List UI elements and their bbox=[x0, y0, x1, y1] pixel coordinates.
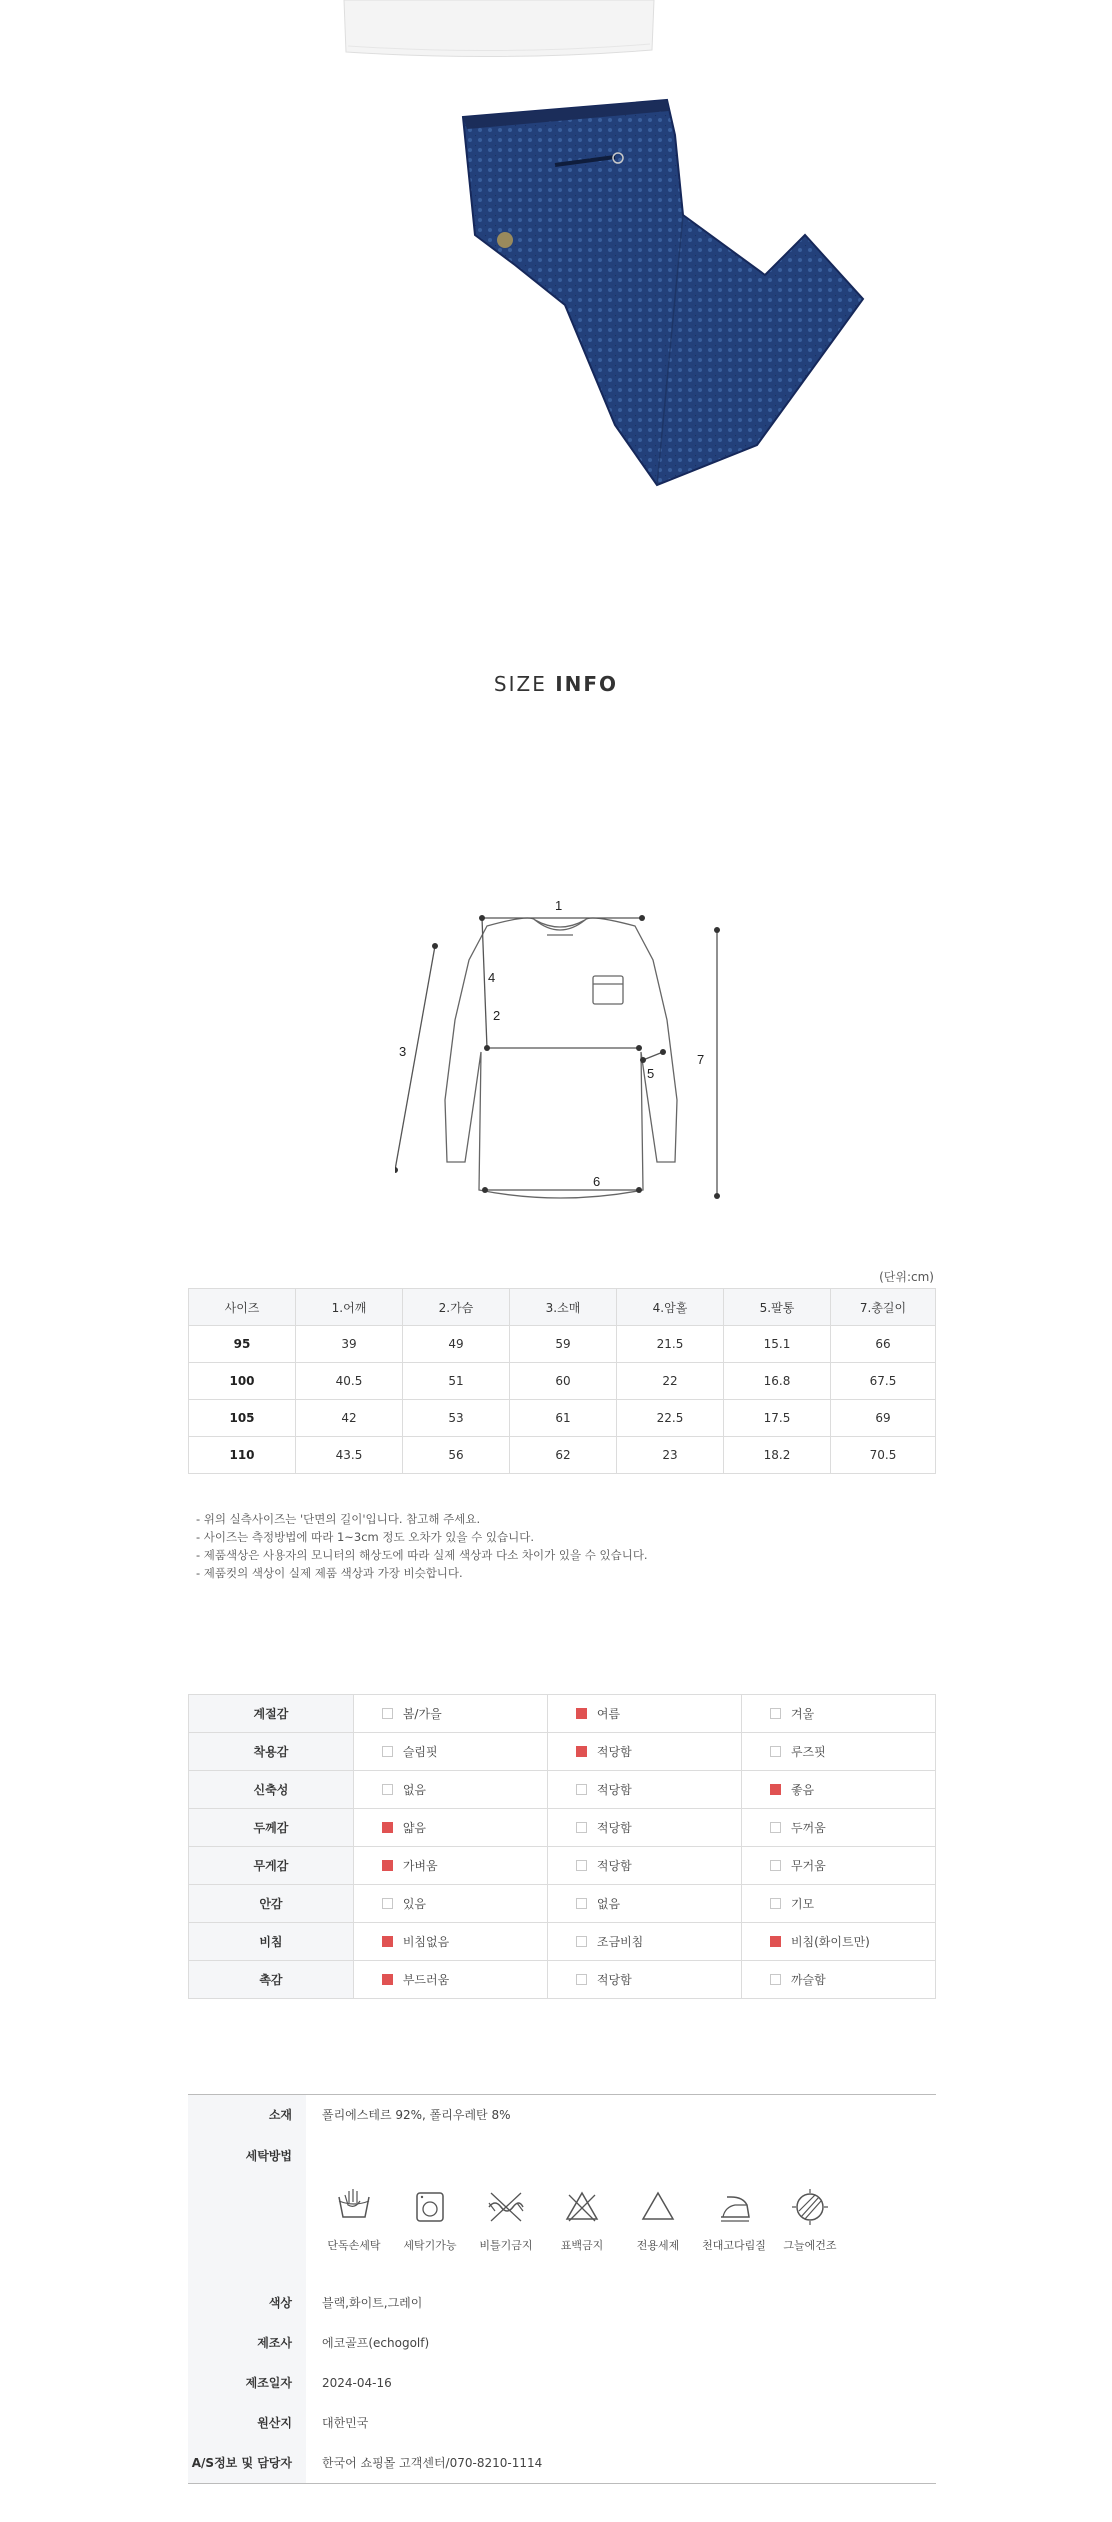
wash-item-label: 천대고다림질 bbox=[702, 2239, 766, 2252]
attribute-option bbox=[547, 1809, 741, 1847]
diagram-label-2: 2 bbox=[493, 1008, 501, 1023]
attribute-option-label: 루즈핏 bbox=[790, 1745, 826, 1759]
header-shoulder: 1.어깨 bbox=[296, 1289, 403, 1326]
attribute-option-label: 적당함 bbox=[596, 1973, 632, 1987]
wash-item bbox=[468, 2187, 544, 2253]
checked-box-icon bbox=[382, 1860, 393, 1871]
attribute-option bbox=[741, 1733, 935, 1771]
attribute-row bbox=[189, 1809, 936, 1847]
unchecked-box-icon bbox=[770, 1708, 781, 1719]
table-cell: 16.8 bbox=[724, 1363, 831, 1400]
info-label: 원산지 bbox=[188, 2403, 306, 2443]
attribute-label: 착용감 bbox=[189, 1733, 354, 1771]
measurement-diagram bbox=[395, 900, 725, 1200]
table-cell: 56 bbox=[403, 1437, 510, 1474]
diagram-label-3: 3 bbox=[399, 1044, 407, 1059]
fabric-attributes-table bbox=[188, 1694, 936, 1999]
table-cell: 60 bbox=[510, 1363, 617, 1400]
attribute-option-label: 적당함 bbox=[596, 1821, 632, 1835]
table-cell: 22.5 bbox=[617, 1400, 724, 1437]
attribute-option-label: 조금비침 bbox=[596, 1935, 644, 1949]
table-cell: 49 bbox=[403, 1326, 510, 1363]
table-cell: 67.5 bbox=[831, 1363, 936, 1400]
table-cell: 62 bbox=[510, 1437, 617, 1474]
attribute-option-label: 여름 bbox=[596, 1707, 621, 1721]
dry-clean-icon bbox=[637, 2187, 679, 2227]
table-cell: 105 bbox=[189, 1400, 296, 1437]
checked-box-icon bbox=[576, 1708, 587, 1719]
attribute-label: 비침 bbox=[189, 1923, 354, 1961]
header-arm-width: 5.팔통 bbox=[724, 1289, 831, 1326]
info-label: 제조사 bbox=[188, 2323, 306, 2363]
wash-item bbox=[772, 2187, 848, 2253]
info-label: 색상 bbox=[188, 2283, 306, 2323]
attribute-option-label: 슬림핏 bbox=[402, 1745, 438, 1759]
header-armhole: 4.암홀 bbox=[617, 1289, 724, 1326]
diagram-label-7: 7 bbox=[697, 1052, 705, 1067]
attribute-option-label: 적당함 bbox=[596, 1783, 632, 1797]
attribute-option-label: 적당함 bbox=[596, 1745, 632, 1759]
attribute-option bbox=[741, 1923, 935, 1961]
attribute-row bbox=[189, 1733, 936, 1771]
attribute-option-label: 가벼움 bbox=[402, 1859, 438, 1873]
info-row-color bbox=[188, 2283, 936, 2323]
size-table bbox=[188, 1288, 936, 1474]
table-cell: 110 bbox=[189, 1437, 296, 1474]
info-row-date bbox=[188, 2363, 936, 2403]
wash-item bbox=[392, 2187, 468, 2253]
unchecked-box-icon bbox=[576, 1974, 587, 1985]
attribute-option bbox=[353, 1733, 547, 1771]
size-notes bbox=[196, 1510, 648, 1582]
wash-icons bbox=[306, 2135, 936, 2283]
info-label: 소재 bbox=[188, 2095, 306, 2135]
unchecked-box-icon bbox=[770, 1898, 781, 1909]
unchecked-box-icon bbox=[382, 1746, 393, 1757]
table-cell: 53 bbox=[403, 1400, 510, 1437]
attribute-option-label: 까슬함 bbox=[790, 1973, 826, 1987]
info-value: 에코골프(echogolf) bbox=[322, 2336, 430, 2350]
attribute-option bbox=[547, 1885, 741, 1923]
attribute-option-label: 기모 bbox=[790, 1897, 815, 1911]
table-cell: 66 bbox=[831, 1326, 936, 1363]
info-row-origin bbox=[188, 2403, 936, 2443]
attribute-option-label: 없음 bbox=[596, 1897, 621, 1911]
machine-wash-icon bbox=[409, 2187, 451, 2227]
wash-item-label: 단독손세탁 bbox=[327, 2239, 381, 2252]
table-row bbox=[189, 1437, 936, 1474]
attribute-option bbox=[741, 1961, 935, 1999]
wash-item bbox=[696, 2187, 772, 2253]
table-cell: 51 bbox=[403, 1363, 510, 1400]
unchecked-box-icon bbox=[382, 1784, 393, 1795]
unchecked-box-icon bbox=[770, 1974, 781, 1985]
wash-item-label: 표백금지 bbox=[560, 2239, 604, 2252]
unchecked-box-icon bbox=[382, 1898, 393, 1909]
header-sleeve: 3.소매 bbox=[510, 1289, 617, 1326]
attribute-option-label: 두꺼움 bbox=[790, 1821, 826, 1835]
header-total-length: 7.총길이 bbox=[831, 1289, 936, 1326]
info-value: 한국어 쇼핑몰 고객센터/070-8210-1114 bbox=[322, 2456, 543, 2470]
table-cell: 59 bbox=[510, 1326, 617, 1363]
info-row-wash bbox=[188, 2135, 936, 2283]
checked-box-icon bbox=[770, 1936, 781, 1947]
attribute-option-label: 없음 bbox=[402, 1783, 427, 1797]
checked-box-icon bbox=[382, 1974, 393, 1985]
checked-box-icon bbox=[576, 1746, 587, 1757]
attribute-option-label: 적당함 bbox=[596, 1859, 632, 1873]
table-row bbox=[189, 1363, 936, 1400]
attribute-option-label: 비침없음 bbox=[402, 1935, 450, 1949]
table-cell: 18.2 bbox=[724, 1437, 831, 1474]
attribute-option bbox=[353, 1809, 547, 1847]
navy-pants-photo bbox=[445, 95, 885, 495]
attribute-option bbox=[353, 1771, 547, 1809]
header-size: 사이즈 bbox=[189, 1289, 296, 1326]
wash-item-label: 그늘에건조 bbox=[783, 2239, 837, 2252]
diagram-label-4: 4 bbox=[488, 970, 496, 985]
attribute-option bbox=[741, 1771, 935, 1809]
attribute-option bbox=[353, 1695, 547, 1733]
unchecked-box-icon bbox=[770, 1860, 781, 1871]
table-cell: 23 bbox=[617, 1437, 724, 1474]
wash-item bbox=[620, 2187, 696, 2253]
attribute-row bbox=[189, 1885, 936, 1923]
table-cell: 43.5 bbox=[296, 1437, 403, 1474]
table-row bbox=[189, 1326, 936, 1363]
wash-item bbox=[316, 2187, 392, 2253]
white-shirt-photo bbox=[334, 0, 664, 62]
wash-item-label: 전용세제 bbox=[636, 2239, 680, 2252]
diagram-label-1: 1 bbox=[555, 900, 563, 913]
info-value: 폴리에스테르 92%, 폴리우레탄 8% bbox=[322, 2108, 511, 2122]
attribute-label: 무게감 bbox=[189, 1847, 354, 1885]
attribute-row bbox=[189, 1923, 936, 1961]
attribute-label: 안감 bbox=[189, 1885, 354, 1923]
unchecked-box-icon bbox=[576, 1784, 587, 1795]
attribute-option-label: 부드러움 bbox=[402, 1973, 450, 1987]
wash-item bbox=[544, 2187, 620, 2253]
iron-icon bbox=[713, 2187, 755, 2227]
info-label: A/S정보 및 담당자 bbox=[188, 2443, 306, 2483]
attribute-option bbox=[741, 1695, 935, 1733]
attribute-option bbox=[741, 1809, 935, 1847]
info-row-as bbox=[188, 2443, 936, 2483]
attribute-option bbox=[547, 1961, 741, 1999]
attribute-option-label: 무거움 bbox=[790, 1859, 826, 1873]
product-info-table bbox=[188, 2094, 936, 2484]
attribute-option bbox=[547, 1847, 741, 1885]
table-cell: 42 bbox=[296, 1400, 403, 1437]
attribute-option bbox=[547, 1923, 741, 1961]
info-row-material bbox=[188, 2095, 936, 2135]
checked-box-icon bbox=[382, 1936, 393, 1947]
size-info-title: SIZE INFO bbox=[493, 672, 619, 696]
unchecked-box-icon bbox=[770, 1822, 781, 1833]
info-row-maker bbox=[188, 2323, 936, 2363]
no-bleach-icon bbox=[561, 2187, 603, 2227]
table-cell: 15.1 bbox=[724, 1326, 831, 1363]
wash-item-label: 세탁기가능 bbox=[403, 2239, 457, 2252]
table-row bbox=[189, 1400, 936, 1437]
hand-wash-icon bbox=[333, 2187, 375, 2227]
wash-item-label: 비틀기금지 bbox=[479, 2239, 533, 2252]
attribute-label: 촉감 bbox=[189, 1961, 354, 1999]
checked-box-icon bbox=[382, 1822, 393, 1833]
table-cell: 100 bbox=[189, 1363, 296, 1400]
unchecked-box-icon bbox=[770, 1746, 781, 1757]
attribute-row bbox=[189, 1695, 936, 1733]
no-wring-icon bbox=[485, 2187, 527, 2227]
attribute-row bbox=[189, 1961, 936, 1999]
attribute-row bbox=[189, 1771, 936, 1809]
table-cell: 95 bbox=[189, 1326, 296, 1363]
unchecked-box-icon bbox=[576, 1936, 587, 1947]
table-cell: 22 bbox=[617, 1363, 724, 1400]
diagram-label-5: 5 bbox=[647, 1066, 655, 1081]
note-line: - 제품색상은 사용자의 모니터의 해상도에 따라 실제 색상과 다소 차이가 있을 수 있습니다. bbox=[196, 1548, 648, 1562]
diagram-label-6: 6 bbox=[593, 1174, 601, 1189]
table-cell: 40.5 bbox=[296, 1363, 403, 1400]
table-cell: 61 bbox=[510, 1400, 617, 1437]
table-cell: 69 bbox=[831, 1400, 936, 1437]
attribute-row bbox=[189, 1847, 936, 1885]
attribute-option bbox=[353, 1961, 547, 1999]
unchecked-box-icon bbox=[382, 1708, 393, 1719]
attribute-option bbox=[353, 1923, 547, 1961]
unchecked-box-icon bbox=[576, 1898, 587, 1909]
attribute-label: 계절감 bbox=[189, 1695, 354, 1733]
attribute-option-label: 겨울 bbox=[790, 1707, 815, 1721]
info-label: 세탁방법 bbox=[188, 2135, 306, 2283]
shade-dry-icon bbox=[789, 2187, 831, 2227]
attribute-option bbox=[547, 1733, 741, 1771]
info-value: 대한민국 bbox=[322, 2416, 369, 2430]
info-value: 블랙,화이트,그레이 bbox=[322, 2296, 423, 2310]
unchecked-box-icon bbox=[576, 1860, 587, 1871]
note-line: - 제품컷의 색상이 실제 제품 색상과 가장 비슷합니다. bbox=[196, 1566, 463, 1580]
attribute-option bbox=[353, 1847, 547, 1885]
attribute-option-label: 얇음 bbox=[402, 1821, 427, 1835]
table-cell: 70.5 bbox=[831, 1437, 936, 1474]
header-chest: 2.가슴 bbox=[403, 1289, 510, 1326]
attribute-option-label: 비침(화이트만) bbox=[790, 1935, 870, 1949]
attribute-option-label: 봄/가을 bbox=[402, 1707, 442, 1721]
table-cell: 21.5 bbox=[617, 1326, 724, 1363]
note-line: - 사이즈는 측정방법에 따라 1~3cm 정도 오차가 있을 수 있습니다. bbox=[196, 1530, 535, 1544]
table-cell: 39 bbox=[296, 1326, 403, 1363]
table-cell: 17.5 bbox=[724, 1400, 831, 1437]
checked-box-icon bbox=[770, 1784, 781, 1795]
attribute-option bbox=[741, 1847, 935, 1885]
info-label: 제조일자 bbox=[188, 2363, 306, 2403]
attribute-option bbox=[547, 1771, 741, 1809]
note-line: - 위의 실측사이즈는 '단면의 길이'입니다. 참고해 주세요. bbox=[196, 1512, 481, 1526]
attribute-option-label: 좋음 bbox=[790, 1783, 815, 1797]
attribute-option bbox=[547, 1695, 741, 1733]
info-value: 2024-04-16 bbox=[322, 2376, 392, 2390]
attribute-label: 신축성 bbox=[189, 1771, 354, 1809]
unit-label: (단위:cm) bbox=[879, 1270, 934, 1284]
attribute-option-label: 있음 bbox=[402, 1897, 427, 1911]
unchecked-box-icon bbox=[576, 1822, 587, 1833]
attribute-option bbox=[353, 1885, 547, 1923]
attribute-option bbox=[741, 1885, 935, 1923]
size-table-header bbox=[189, 1289, 936, 1326]
attribute-label: 두께감 bbox=[189, 1809, 354, 1847]
